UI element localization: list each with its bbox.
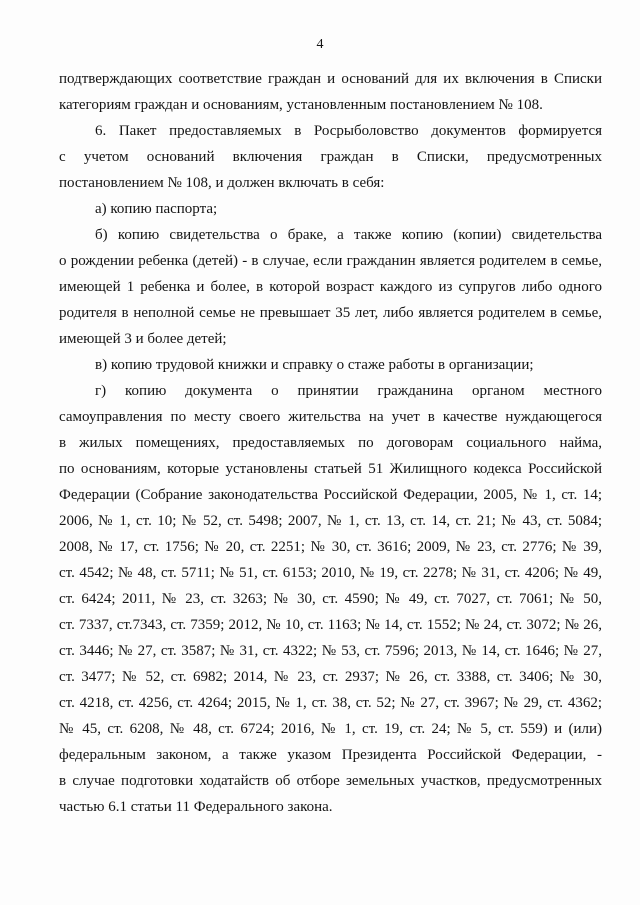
text-line-5: постановлением № 108, и должен включать в себя: xyxy=(59,175,385,191)
text-line-11: имеющей 3 и более детей; xyxy=(59,331,227,347)
text-line-23: ст. 3446; № 27, ст. 3587; № 31, ст. 4322; № 53, ст. 7596; 2013, № 14, ст. 1646; № 27, xyxy=(59,643,602,659)
text-line-26: № 45, ст. 6208, № 48, ст. 6724; 2016, № 1, ст. 19, ст. 24; № 5, ст. 559) и (или) xyxy=(59,721,602,737)
text-line-13: г) копию документа о принятии гражданина органом местного xyxy=(95,383,602,399)
text-line-14: самоуправления по месту своего жительства на учет в качестве нуждающегося xyxy=(59,409,602,425)
text-line-2: категориям граждан и основаниям, установленным постановлением № 108. xyxy=(59,97,543,113)
text-line-29: частью 6.1 статьи 11 Федерального закона. xyxy=(59,799,333,815)
text-line-1: подтверждающих соответствие граждан и оснований для их включения в Списки xyxy=(59,71,602,87)
text-line-7: б) копию свидетельства о браке, а также копию (копии) свидетельства xyxy=(95,227,602,243)
text-line-8: о рождении ребенка (детей) - в случае, если гражданин является родителем в семье, xyxy=(59,253,602,269)
text-line-16: по основаниям, которые установлены статьей 51 Жилищного кодекса Российской xyxy=(59,461,602,477)
text-line-27: федеральным законом, а также указом Президента Российской Федерации, - xyxy=(59,747,602,763)
text-line-3: 6. Пакет предоставляемых в Росрыболовство документов формируется xyxy=(95,123,602,139)
text-line-12: в) копию трудовой книжки и справку о стаже работы в организации; xyxy=(95,357,534,373)
page-number: 4 xyxy=(316,37,324,52)
text-line-10: родителя в неполной семье не превышает 35 лет, либо является родителем в семье, xyxy=(59,305,602,321)
text-line-24: ст. 3477; № 52, ст. 6982; 2014, № 23, ст. 2937; № 26, ст. 3388, ст. 3406; № 30, xyxy=(59,669,602,685)
text-line-20: ст. 4542; № 48, ст. 5711; № 51, ст. 6153; 2010, № 19, ст. 2278; № 31, ст. 4206; № 49, xyxy=(59,565,602,581)
text-line-21: ст. 6424; 2011, № 23, ст. 3263; № 30, ст. 4590; № 49, ст. 7027, ст. 7061; № 50, xyxy=(59,591,602,607)
text-line-9: имеющей 1 ребенка и более, в которой возраст каждого из супругов либо одного xyxy=(59,279,602,295)
text-line-28: в случае подготовки ходатайств об отборе земельных участков, предусмотренных xyxy=(59,773,602,789)
text-line-15: в жилых помещениях, предоставляемых по договорам социального найма, xyxy=(59,435,602,451)
text-line-17: Федерации (Собрание законодательства Российской Федерации, 2005, № 1, ст. 14; xyxy=(59,487,602,503)
text-line-4: с учетом оснований включения граждан в Списки, предусмотренных xyxy=(59,149,602,165)
text-line-19: 2008, № 17, ст. 1756; № 20, ст. 2251; № 30, ст. 3616; 2009, № 23, ст. 2776; № 39, xyxy=(59,539,602,555)
text-line-25: ст. 4218, ст. 4256, ст. 4264; 2015, № 1, ст. 38, ст. 52; № 27, ст. 3967; № 29, ст. 4362; xyxy=(59,695,602,711)
text-line-18: 2006, № 1, ст. 10; № 52, ст. 5498; 2007, № 1, ст. 13, ст. 14, ст. 21; № 43, ст. 5084; xyxy=(59,513,602,529)
text-line-22: ст. 7337, ст.7343, ст. 7359; 2012, № 10, ст. 1163; № 14, ст. 1552; № 24, ст. 3072; № 26, xyxy=(59,617,602,633)
text-line-6: а) копию паспорта; xyxy=(95,201,218,217)
